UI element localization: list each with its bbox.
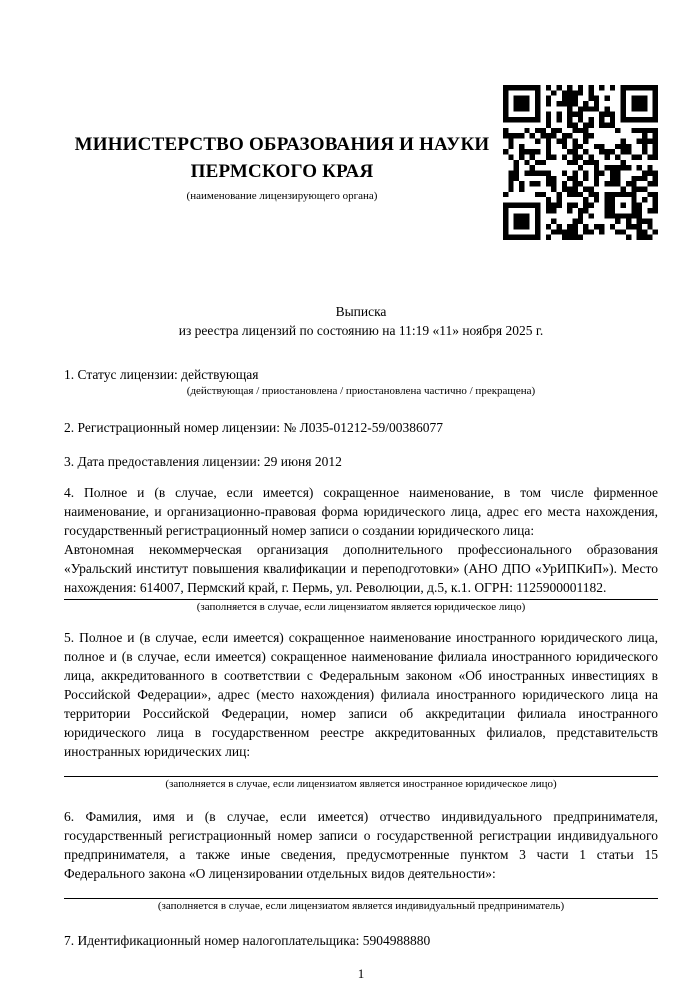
legal-entity-caption: (заполняется в случае, если лицензиатом является юридическое лицо) <box>196 601 526 613</box>
ministry-caption: (наименование лицензирующего органа) <box>186 190 378 202</box>
license-status-text: 1. Статус лицензии: действующая <box>64 367 259 382</box>
page-number: 1 <box>357 966 365 981</box>
qr-code <box>503 85 658 240</box>
foreign-legal-entity-statement: 5. Полное и (в случае, если имеется) сокращенное наименование иностранного юридического лица, полное и (в случае, если имеется) сокращенное наименование филиала иностранного юридического лица, аккредитованного в соответствии с Федеральным законом «Об иностранных инвестициях в Российской Федерации», адрес (место нахождения) филиала иностранного юридического лица на территории Российской Федерации, номер записи об аккредитации филиала иностранного юридического лица в государственном реестре аккредитованных филиалов, представительств иностранных юридических лиц: <box>64 630 658 759</box>
legal-entity-value: Автономная некоммерческая организация дополнительного профессионального образования «Уральский институт повышения квалификации и переподготовки» (АНО ДПО «УрИПКиП»). Место нахождения: 614007, Пермский край, г. Пермь, ул. Революции, д.5, к.1. ОГРН: 1125900001182. <box>64 542 658 595</box>
item-4-legal-entity <box>64 483 658 614</box>
foreign-legal-entity-empty-value <box>64 761 658 774</box>
document-title-line1: Выписка <box>335 304 387 319</box>
item-7-taxpayer-number <box>64 931 658 950</box>
registration-number-text: 2. Регистрационный номер лицензии: № Л035-01212-59/00386077 <box>64 420 444 435</box>
licensing-authority-block <box>64 131 500 203</box>
foreign-legal-entity-caption: (заполняется в случае, если лицензиатом является иностранное юридическое лицо) <box>165 778 557 790</box>
ministry-name <box>64 131 500 185</box>
item-1-license-status <box>64 365 658 398</box>
item-6-individual-entrepreneur <box>64 807 658 913</box>
license-grant-date-text: 3. Дата предоставления лицензии: 29 июня 2012 <box>64 454 342 469</box>
individual-entrepreneur-statement: 6. Фамилия, имя и (в случае, если имеется) отчество индивидуального предпринимателя, государственный регистрационный номер записи о государственной регистрации индивидуального предпринимателя, а также иные сведения, предусмотренные пунктом 3 части 1 статьи 15 Федерального закона «О лицензировании отдельных видов деятельности»: <box>64 809 658 881</box>
document-title-line2: из реестра лицензий по состоянию на 11:19 «11» ноября 2025 г. <box>178 323 544 338</box>
individual-entrepreneur-empty-value <box>64 883 658 896</box>
item-3-license-grant-date <box>64 452 658 471</box>
ministry-name-line1: МИНИСТЕРСТВО ОБРАЗОВАНИЯ И НАУКИ <box>74 134 490 155</box>
legal-entity-statement: 4. Полное и (в случае, если имеется) сокращенное наименование, в том числе фирменное наименование, и организационно-правовая форма юридического лица, адрес его места нахождения, государственный регистрационный номер записи о создании юридического лица: <box>64 485 658 538</box>
license-status-options-caption: (действующая / приостановлена / приостановлена частично / прекращена) <box>186 385 536 397</box>
document-title <box>64 302 658 340</box>
item-2-registration-number <box>64 418 658 437</box>
individual-entrepreneur-caption: (заполняется в случае, если лицензиатом является индивидуальный предприниматель) <box>157 900 565 912</box>
document-header <box>64 85 658 240</box>
item-5-foreign-legal-entity <box>64 628 658 791</box>
taxpayer-number-text: 7. Идентификационный номер налогоплательщика: 5904988880 <box>64 933 431 948</box>
ministry-name-line2: ПЕРМСКОГО КРАЯ <box>190 161 374 182</box>
